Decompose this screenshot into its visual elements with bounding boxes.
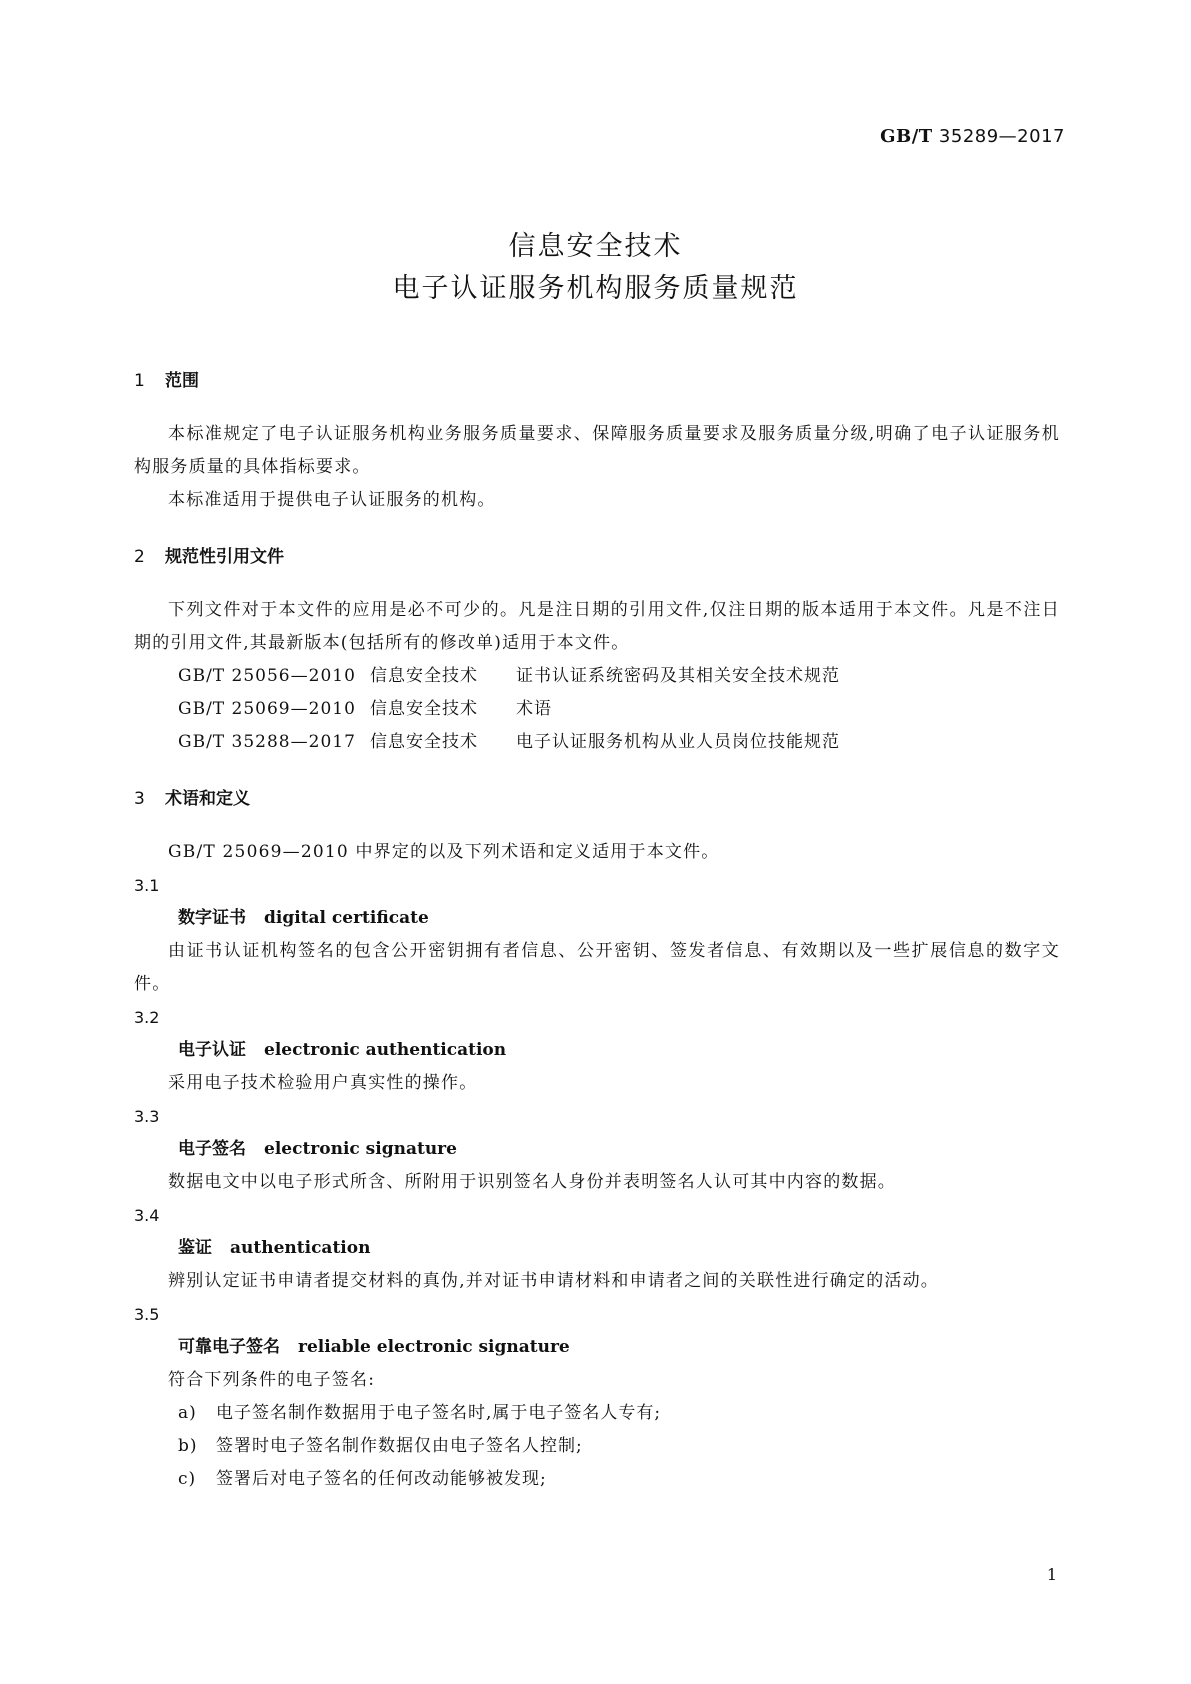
term-name-zh: 电子签名 <box>178 1139 246 1159</box>
section-3-heading <box>134 783 1060 816</box>
standard-code <box>880 126 1065 147</box>
reference-title: 术语 <box>516 699 552 719</box>
reference-code: GB/T 35288—2017 <box>178 732 356 752</box>
section-title: 术语和定义 <box>165 789 250 809</box>
document-body <box>134 365 1060 1496</box>
reference-title: 证书认证系统密码及其相关安全技术规范 <box>516 666 840 686</box>
term-definition: 数据电文中以电子形式所含、所附用于识别签名人身份并表明签名人认可其中内容的数据。 <box>168 1172 896 1192</box>
paragraph: 本标准规定了电子认证服务机构业务服务质量要求、保障服务质量要求及服务质量分级,明确了电子认证服务机构服务质量的具体指标要求。 <box>134 424 1060 477</box>
term-name <box>134 1331 1060 1364</box>
reference-item <box>134 726 1060 759</box>
term-name-en: electronic signature <box>264 1139 457 1159</box>
term-name-en: digital certificate <box>264 908 429 928</box>
term-name-en: authentication <box>230 1238 371 1258</box>
reference-title: 电子认证服务机构从业人员岗位技能规范 <box>516 732 840 752</box>
term-name <box>134 1133 1060 1166</box>
term-definition: 由证书认证机构签名的包含公开密钥拥有者信息、公开密钥、签发者信息、有效期以及一些扩展信息的数字文件。 <box>134 941 1060 994</box>
standard-code-number: 35289—2017 <box>938 126 1065 147</box>
term-number: 3.1 <box>134 876 160 895</box>
list-item <box>134 1430 1060 1463</box>
list-marker: c) <box>178 1469 197 1489</box>
reference-code: GB/T 25069—2010 <box>178 699 356 719</box>
section-number: 3 <box>134 789 145 809</box>
term-name-en: reliable electronic signature <box>298 1337 570 1357</box>
term-definition: 符合下列条件的电子签名: <box>168 1370 376 1390</box>
term-name <box>134 902 1060 935</box>
reference-subject: 信息安全技术 <box>370 699 478 719</box>
term-name-zh: 电子认证 <box>178 1040 246 1060</box>
paragraph: 本标准适用于提供电子认证服务的机构。 <box>168 490 496 510</box>
section-1-heading <box>134 365 1060 398</box>
term-number: 3.4 <box>134 1206 160 1225</box>
page-number: 1 <box>1046 1565 1057 1584</box>
term-name-zh: 数字证书 <box>178 908 246 928</box>
term-definition: 采用电子技术检验用户真实性的操作。 <box>168 1073 478 1093</box>
reference-item <box>134 660 1060 693</box>
section-number: 1 <box>134 371 145 391</box>
section-title: 规范性引用文件 <box>165 547 284 567</box>
list-item-text: 签署时电子签名制作数据仅由电子签名人控制; <box>216 1436 583 1456</box>
section-title: 范围 <box>165 371 199 391</box>
term-number: 3.5 <box>134 1305 160 1324</box>
reference-subject: 信息安全技术 <box>370 666 478 686</box>
paragraph: GB/T 25069—2010 中界定的以及下列术语和定义适用于本文件。 <box>168 842 720 862</box>
list-item <box>134 1397 1060 1430</box>
term-name <box>134 1034 1060 1067</box>
paragraph: 下列文件对于本文件的应用是必不可少的。凡是注日期的引用文件,仅注日期的版本适用于本文件。凡是不注日期的引用文件,其最新版本(包括所有的修改单)适用于本文件。 <box>134 600 1060 653</box>
list-item-text: 电子签名制作数据用于电子签名时,属于电子签名人专有; <box>216 1403 662 1423</box>
term-definition: 辨别认定证书申请者提交材料的真伪,并对证书申请材料和申请者之间的关联性进行确定的活动。 <box>168 1271 940 1291</box>
term-name-en: electronic authentication <box>264 1040 507 1060</box>
title-line-2: 电子认证服务机构服务质量规范 <box>392 273 799 304</box>
section-number: 2 <box>134 547 145 567</box>
list-item-text: 签署后对电子签名的任何改动能够被发现; <box>216 1469 547 1489</box>
term-name-zh: 可靠电子签名 <box>178 1337 280 1357</box>
section-2-heading <box>134 541 1060 574</box>
reference-code: GB/T 25056—2010 <box>178 666 356 686</box>
term-name-zh: 鉴证 <box>178 1238 212 1258</box>
term-name <box>134 1232 1060 1265</box>
list-marker: b) <box>178 1436 198 1456</box>
list-marker: a) <box>178 1403 197 1423</box>
document-title <box>0 226 1191 310</box>
title-line-1: 信息安全技术 <box>508 231 683 262</box>
list-item <box>134 1463 1060 1496</box>
standard-code-prefix: GB/T <box>880 126 933 147</box>
term-number: 3.2 <box>134 1008 160 1027</box>
reference-item <box>134 693 1060 726</box>
term-number: 3.3 <box>134 1107 160 1126</box>
reference-subject: 信息安全技术 <box>370 732 478 752</box>
